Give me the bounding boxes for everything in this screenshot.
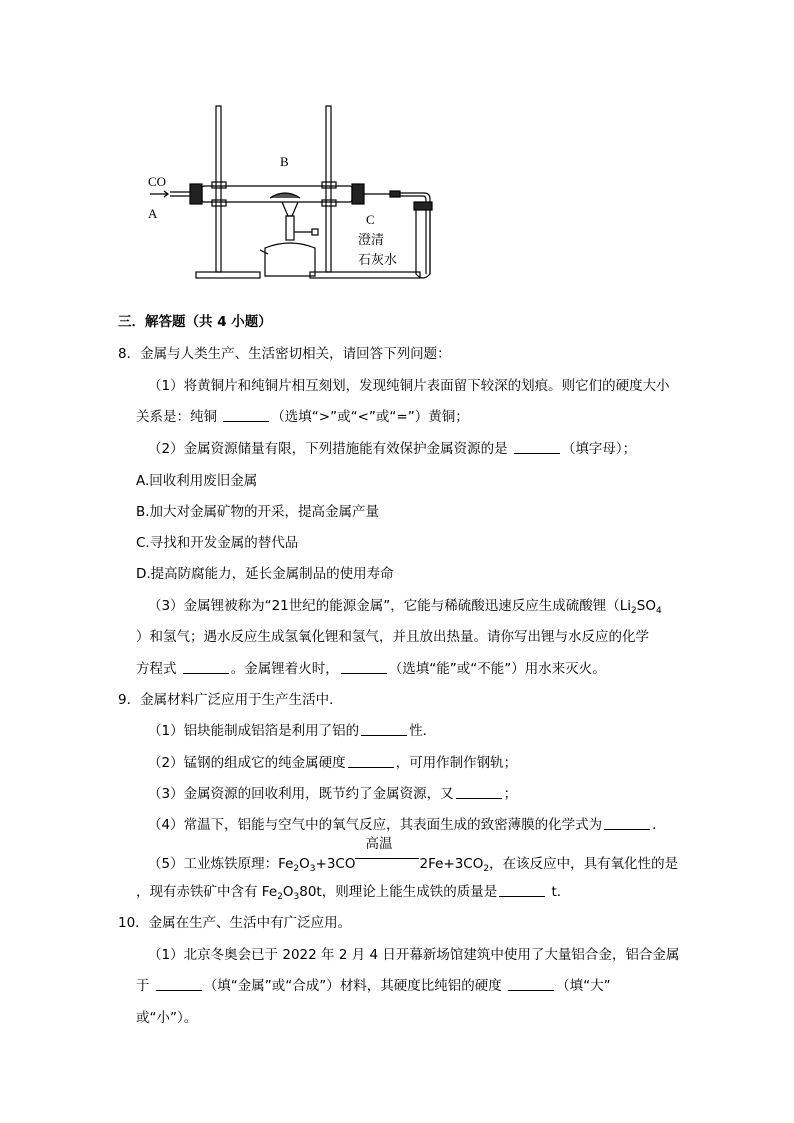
q10-part1-line2: 于 （填“金属”或“合成”）材料，其硬度比纯铝的硬度 （填“大”: [136, 978, 611, 994]
answer-blank[interactable]: [156, 978, 202, 991]
q8-part2: （2）金属资源储量有限，下列措施能有效保护金属资源的是 （填字母）；: [148, 441, 637, 457]
q9-part4: （4）常温下，铝能与空气中的氧气反应，其表面生成的致密薄膜的化学式为 ．: [148, 817, 666, 833]
q8-part3-line3: 方程式 。金属锂着火时， （选填“能”或“不能”）用水来灭火。: [136, 661, 606, 677]
section-title: 三．解答题（共 4 小题）: [118, 314, 272, 330]
q10-stem: 10．金属在生产、生活中有广泛应用。: [118, 915, 352, 931]
label-limewater-1: 澄清: [358, 233, 385, 248]
q9-part5-line2: ，现有赤铁矿中含有 $Fe_2O_380t$，则理论上能生成铁的质量是 t．: [136, 884, 571, 902]
answer-blank[interactable]: [348, 755, 394, 768]
q8-option-a: A.回收利用废旧金属: [136, 473, 258, 489]
q8-part3-line1: （3）金属锂被称为“21世纪的能源金属”，它能与稀硫酸迅速反应生成硫酸锂（$Li_2SO_4$: [148, 598, 662, 616]
co-reduction-apparatus-diagram: [140, 98, 460, 298]
q8-part3-line2: ）和氢气；遇水反应生成氢氧化锂和氢气，并且放出热量。请你写出锂与水反应的化学: [136, 629, 649, 645]
label-c: C: [366, 212, 375, 227]
answer-blank[interactable]: [361, 723, 407, 736]
answer-blank[interactable]: [499, 884, 545, 897]
right-stopper: [352, 184, 364, 204]
answer-blank[interactable]: [223, 409, 269, 422]
right-stand-base: [310, 272, 420, 278]
answer-blank[interactable]: [341, 661, 387, 674]
q10-part1-line1: （1）北京冬奥会已于 2022 年 2 月 4 日开幕新场馆建筑中使用了大量铝合金，铝合金属: [148, 947, 680, 963]
q8-part1-line2: 关系是：纯铜 （选填“>”或“<”或“=”）黄铜；: [136, 409, 469, 425]
answer-blank[interactable]: [456, 786, 502, 799]
answer-blank[interactable]: [514, 441, 560, 454]
test-tube: [416, 204, 430, 278]
left-stand-rod: [216, 106, 221, 272]
label-a: A: [148, 206, 158, 221]
alcohol-lamp: [265, 243, 315, 276]
label-limewater-2: 石灰水: [358, 253, 398, 268]
q8-option-b: B.加大对金属矿物的开采，提高金属产量: [136, 504, 380, 520]
q9-part3: （3）金属资源的回收利用，既节约了金属资源，又 ；: [148, 786, 518, 802]
q8-option-d: D.提高防腐能力，延长金属制品的使用寿命: [136, 566, 394, 582]
q8-part1-line1: （1）将黄铜片和纯铜片相互刻划，发现纯铜片表面留下较深的划痕。则它们的硬度大小: [148, 378, 670, 394]
answer-blank[interactable]: [183, 661, 229, 674]
q8-option-c: C.寻找和开发金属的替代品: [136, 535, 299, 551]
q8-stem: 8．金属与人类生产、生活密切相关，请回答下列问题：: [118, 346, 451, 362]
left-stopper: [190, 184, 202, 204]
label-co: CO: [148, 174, 167, 189]
reaction-condition: 高温: [355, 850, 419, 870]
q9-part5-equation: （5）工业炼铁原理：$Fe_2O_3+3CO$ 高温 $2Fe+3CO_2$，在该反应中，具有氧化性的是: [148, 836, 679, 874]
label-b: B: [280, 154, 289, 169]
q10-part1-line3: 或“小”）。: [136, 1010, 198, 1026]
q9-part1: （1）铝块能制成铝箔是利用了铝的 性．: [148, 723, 437, 739]
q9-stem: 9．金属材料广泛应用于生产生活中．: [118, 692, 343, 708]
left-stand-base: [196, 272, 260, 278]
answer-blank[interactable]: [508, 978, 554, 991]
right-stand-rod: [326, 106, 331, 272]
q9-part2: （2）锰钢的组成它的纯金属硬度 ，可用作制作钢轨；: [148, 755, 518, 771]
answer-blank[interactable]: [604, 817, 650, 830]
